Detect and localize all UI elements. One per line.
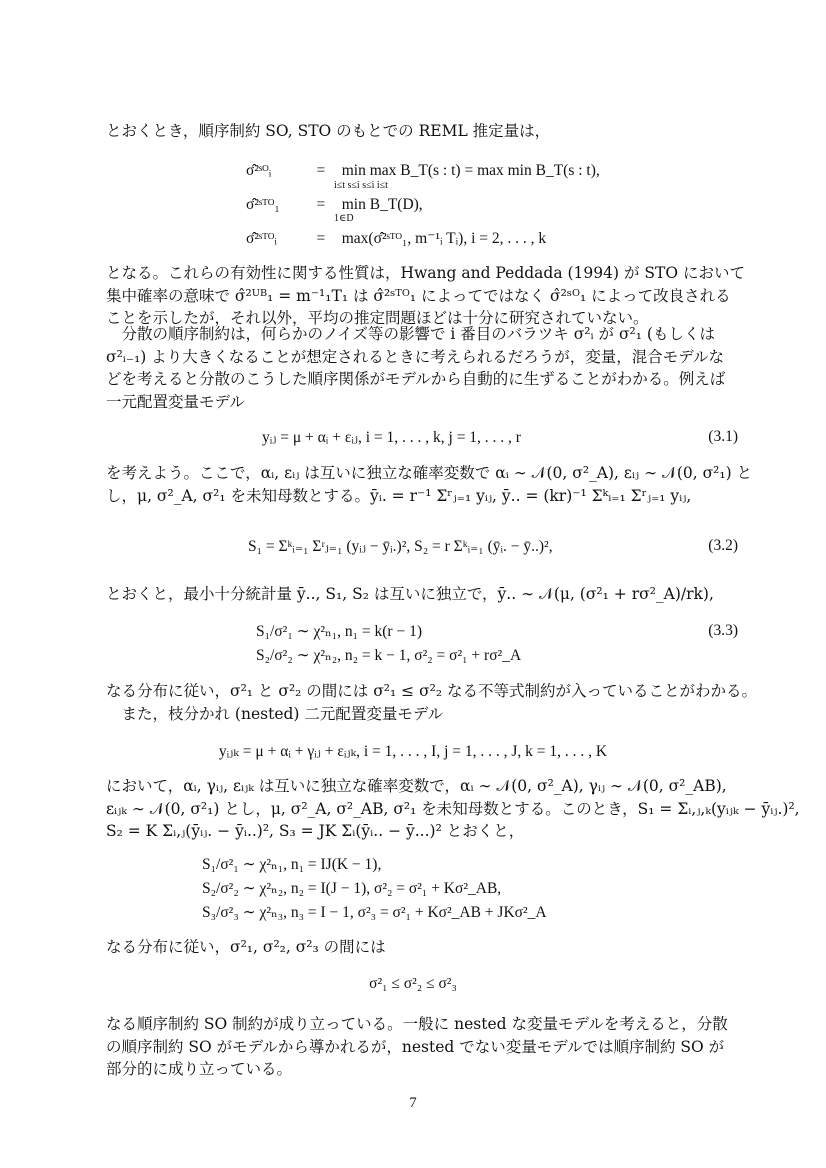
eq-lhs: σ̂²ˢᵀᴼ₁ <box>246 196 280 213</box>
paragraph-3 <box>106 462 753 507</box>
paragraph-4 <box>106 583 736 606</box>
equation-nested-row-1: S₁/σ²₁ ∼ χ²ₙ₁, n₁ = IJ(K − 1), <box>202 856 382 873</box>
paragraph-2 <box>106 323 736 413</box>
eq-op: = <box>316 230 326 247</box>
paragraph-5 <box>106 680 758 725</box>
text-line: なる分布に従い，σ²₁, σ²₂, σ²₃ の間には <box>106 938 386 956</box>
equation-number-3-3: (3.3) <box>708 622 738 639</box>
equation-3-3-row-1: S₁/σ²₁ ∼ χ²ₙ₁, n₁ = k(r − 1) <box>256 623 422 640</box>
page-number: 7 <box>409 1095 417 1111</box>
eq-op: = <box>316 162 326 179</box>
text-line: また，枝分かれ (nested) 二元配置変量モデル <box>106 704 444 723</box>
reml-eq-2-sub: 1∈D <box>334 213 354 224</box>
equation-3-1: yᵢⱼ = μ + αᵢ + εᵢⱼ, i = 1, . . . , k, j = 1, . . . , r <box>262 429 521 446</box>
text-line: の順序制約 SO がモデルから導かれるが，nested でない変量モデルでは順序制約 SO が <box>106 1037 725 1056</box>
equation-order-constraint: σ²₁ ≤ σ²₂ ≤ σ²₃ <box>369 975 457 992</box>
eq-rhs: min B_T(D), <box>341 196 423 213</box>
reml-eq-1 <box>246 162 600 180</box>
paragraph-1 <box>106 262 745 330</box>
reml-eq-1-sub: i≤t s≤i s≤i i≤t <box>334 180 388 191</box>
intro-paragraph <box>106 120 736 143</box>
text-line: S₂ = K Σᵢ,ⱼ(ȳᵢⱼ. − ȳᵢ..)², S₃ = JK Σᵢ(ȳᵢ.. − ȳ...)² とおくと， <box>106 822 525 840</box>
text-line: とおくとき，順序制約 SO, STO のもとでの REML 推定量は， <box>106 122 551 140</box>
paragraph-8 <box>106 1013 736 1081</box>
text-line: 集中確率の意味で σ̂²ᵁᴮ₁ = m⁻¹₁T₁ は σ̂²ˢᵀᴼ₁ によってではなく σ̂²ˢᴼ₁ によって改良される <box>106 286 731 305</box>
text-line: どを考えると分散のこうした順序関係がモデルから自動的に生ずることがわかる。例えば <box>106 370 726 388</box>
text-line: し，μ, σ²_A, σ²₁ を未知母数とする。ȳᵢ. = r⁻¹ Σʳⱼ₌₁ yᵢⱼ, ȳ.. = (kr)⁻¹ Σᵏᵢ₌₁ Σʳⱼ₌₁ yᵢⱼ, <box>106 486 692 505</box>
equation-nested-row-3: S₃/σ²₃ ∼ χ²ₙ₃, n₃ = I − 1, σ²₃ = σ²₁ + Kσ²_AB + JKσ²_A <box>202 904 547 921</box>
text-line: なる分布に従い，σ²₁ と σ²₂ の間には σ²₁ ≤ σ²₂ なる不等式制約が入っていることがわかる。 <box>106 682 758 700</box>
text-line: 一元配置変量モデル <box>106 392 245 411</box>
eq-lhs: σ̂²ˢᴼᵢ <box>246 162 272 179</box>
text-line: εᵢⱼₖ ∼ 𝒩(0, σ²₁) とし，μ, σ²_A, σ²_AB, σ²₁ を未知母数とする。このとき，S₁ = Σᵢ,ⱼ,ₖ(yᵢⱼₖ − ȳᵢⱼ.)², <box>106 799 800 818</box>
paragraph-7 <box>106 936 736 959</box>
text-line: とおくと，最小十分統計量 ȳ.., S₁, S₂ は互いに独立で，ȳ.. ∼ 𝒩(μ, (σ²₁ + rσ²_A)/rk), <box>106 585 714 603</box>
paragraph-6 <box>106 775 800 843</box>
text-line: なる順序制約 SO 制約が成り立っている。一般に nested な変量モデルを考えると，分散 <box>106 1015 728 1033</box>
reml-eq-3 <box>246 229 546 248</box>
text-line: 分散の順序制約は，何らかのノイズ等の影響で i 番目のバラツキ σ²ᵢ が σ²₁ (もしくは <box>106 325 715 343</box>
equation-number-3-2: (3.2) <box>708 537 738 554</box>
text-line: となる。これらの有効性に関する性質は，Hwang and Peddada (1994) が STO において <box>106 264 745 282</box>
equation-3-2: S₁ = Σᵏᵢ₌₁ Σʳⱼ₌₁ (yᵢⱼ − ȳᵢ.)², S₂ = r Σᵏᵢ₌₁ (ȳᵢ. − ȳ..)², <box>248 538 553 555</box>
eq-rhs: max(σ̂²ˢᵀᴼ₁, m⁻¹ᵢ Tᵢ), i = 2, . . . , k <box>341 230 547 247</box>
text-line: において，αᵢ, γᵢⱼ, εᵢⱼₖ は互いに独立な確率変数で，αᵢ ∼ 𝒩(0, σ²_A), γᵢⱼ ∼ 𝒩(0, σ²_AB), <box>106 777 727 795</box>
equation-number-3-1: (3.1) <box>708 428 738 445</box>
text-line: 部分的に成り立っている。 <box>106 1060 293 1078</box>
eq-op: = <box>316 196 326 213</box>
reml-eq-2 <box>246 196 423 214</box>
text-line: を考えよう。ここで，αᵢ, εᵢⱼ は互いに独立な確率変数で αᵢ ∼ 𝒩(0, σ²_A), εᵢⱼ ∼ 𝒩(0, σ²₁) と <box>106 464 753 482</box>
equation-3-3-row-2: S₂/σ²₂ ∼ χ²ₙ₂, n₂ = k − 1, σ²₂ = σ²₁ + rσ²_A <box>256 647 522 664</box>
equation-nested-row-2: S₂/σ²₂ ∼ χ²ₙ₂, n₂ = I(J − 1), σ²₂ = σ²₁ + Kσ²_AB, <box>202 880 502 897</box>
text-line: σ²ᵢ₋₁) より大きくなることが想定されるときに考えられるだろうが，変量，混合モデルな <box>106 347 725 366</box>
text-line: ことを示したが，それ以外，平均の推定問題ほどは十分に研究されていない。 <box>106 309 649 327</box>
eq-rhs: min max B_T(s : t) = max min B_T(s : t), <box>341 162 600 179</box>
equation-nested-model: yᵢⱼₖ = μ + αᵢ + γᵢⱼ + εᵢⱼₖ, i = 1, . . . , I, j = 1, . . . , J, k = 1, . . . , K <box>218 743 608 760</box>
eq-lhs: σ̂²ˢᵀᴼᵢ <box>246 230 277 247</box>
